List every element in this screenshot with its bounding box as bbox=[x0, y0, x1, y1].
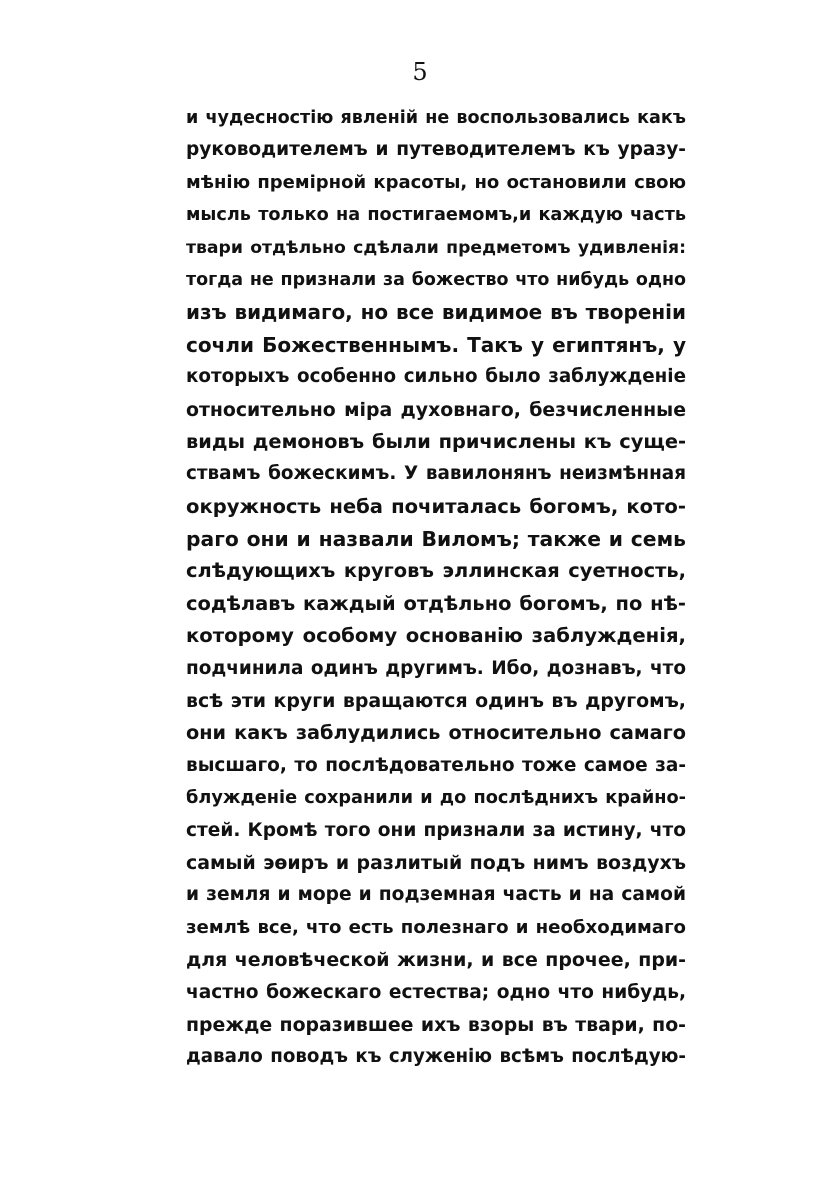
text-line: блужденіе сохранили и до послѣднихъ крайно- bbox=[186, 788, 686, 809]
text-line: частно божескаго естества; одно что нибудь, bbox=[186, 981, 686, 1003]
text-line: окружность неба почиталась богомъ, кото- bbox=[186, 494, 686, 518]
text-line: руководителемъ и путеводителемъ къ уразу- bbox=[186, 139, 686, 161]
text-line: содѣлавъ каждый отдѣльно богомъ, по нѣ- bbox=[186, 591, 686, 615]
text-line: слѣдующихъ круговъ эллинская суетность, bbox=[186, 559, 686, 583]
text-line: тогда не признали за божество что нибудь одно bbox=[186, 269, 686, 290]
text-line: которыхъ особенно сильно было заблужденіе bbox=[186, 366, 686, 388]
text-line: изъ видимаго, но все видимое въ твореніи bbox=[186, 300, 686, 325]
text-line: всѣ эти круги вращаются одинъ въ другомъ, bbox=[186, 690, 686, 713]
text-line: и земля и море и подземная часть и на самой bbox=[186, 884, 686, 906]
page-number: 5 bbox=[412, 58, 428, 86]
text-line: подчинила одинъ другимъ. Ибо, дознавъ, что bbox=[186, 657, 686, 679]
text-line: для человѣческой жизни, и все прочее, при- bbox=[186, 949, 686, 972]
text-line: твари отдѣльно сдѣлали предметомъ удивленія: bbox=[186, 237, 686, 258]
text-line: относительно міра духовнаго, безчисленные bbox=[186, 398, 686, 421]
text-line: землѣ все, что есть полезнаго и необходимаго bbox=[186, 916, 686, 938]
text-line: давало поводъ къ служенію всѣмъ послѣдую- bbox=[186, 1046, 686, 1068]
text-line: и чудесностію явленій не воспользовались какъ bbox=[186, 108, 686, 128]
text-line: самый эѳиръ и разлитый подъ нимъ воздухъ bbox=[186, 851, 686, 874]
text-line: мысль только на постигаемомъ,и каждую часть bbox=[186, 205, 686, 226]
text-line: сочли Божественнымъ. Такъ у египтянъ, у bbox=[186, 332, 686, 357]
text-line: ствамъ божескимъ. У вавилонянъ неизмѣнная bbox=[186, 463, 686, 485]
text-line: они какъ заблудились относительно самаго bbox=[186, 721, 686, 745]
body-text bbox=[186, 102, 686, 1074]
text-line: стей. Кромѣ того они признали за истину, что bbox=[186, 819, 686, 841]
text-line: которому особому основанію заблужденія, bbox=[186, 624, 686, 648]
text-line: мѣнію премірной красоты, но остановили свою bbox=[186, 171, 686, 193]
text-line: виды демоновъ были причислены къ суще- bbox=[186, 429, 686, 453]
text-line: высшаго, то послѣдовательно тоже самое за- bbox=[186, 754, 686, 776]
text-line: раго они и назвали Виломъ; также и семь bbox=[186, 527, 686, 552]
text-line: прежде поразившее ихъ взоры въ твари, по- bbox=[186, 1013, 686, 1036]
